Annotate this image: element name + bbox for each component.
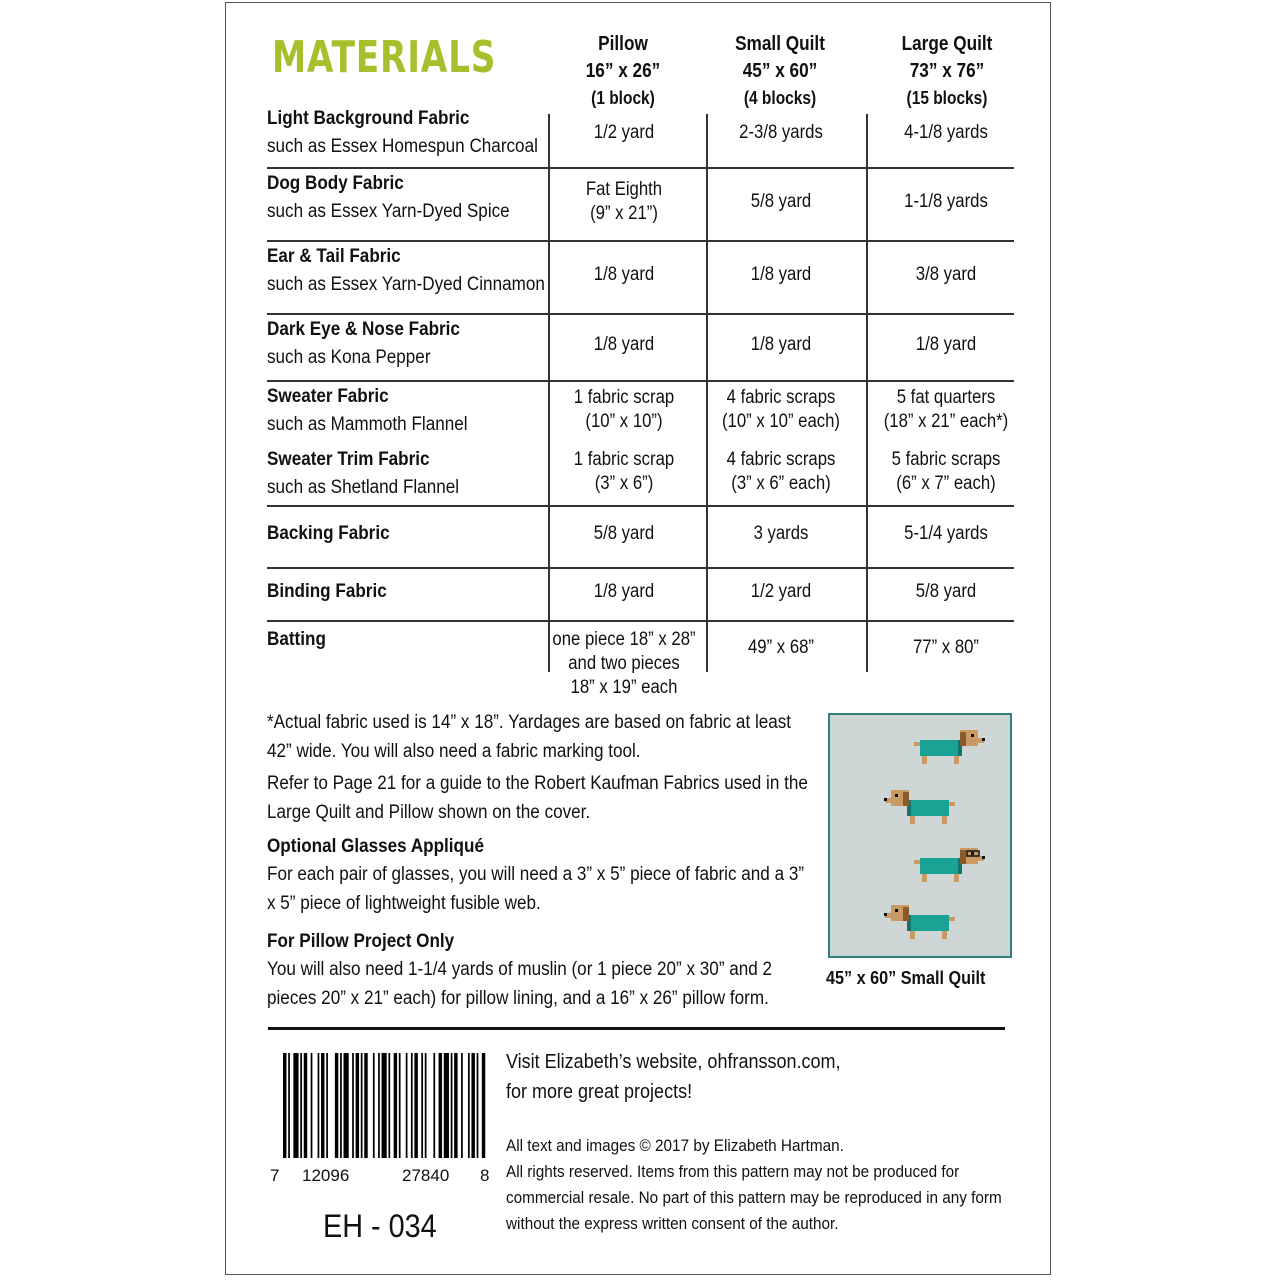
barcode-bar xyxy=(399,1053,401,1158)
amount-line: (10” x 10” each) xyxy=(721,410,841,432)
amount-line: 5/8 yard xyxy=(593,523,655,544)
amount-cell-pillow xyxy=(545,522,703,546)
barcode-bar xyxy=(340,1053,342,1158)
barcode-bar xyxy=(300,1053,302,1158)
amount-line: 1/2 yard xyxy=(750,580,812,602)
amount-line: (6” x 7” each) xyxy=(896,473,996,494)
amount-cell-large xyxy=(867,263,1025,287)
amount-cell-large xyxy=(867,522,1025,546)
amount-line: (3” x 6” each) xyxy=(731,473,831,494)
amount-line: 77” x 80” xyxy=(913,637,979,658)
amount-line: 3/8 yard xyxy=(915,263,977,285)
fabric-suggestion: such as Mammoth Flannel xyxy=(267,414,468,435)
barcode-bar xyxy=(468,1053,470,1158)
column-blocks: (15 blocks) xyxy=(906,88,988,108)
row-divider xyxy=(267,167,1014,169)
amount-line: (10” x 10”) xyxy=(585,410,663,432)
column-blocks: (1 block) xyxy=(591,88,655,108)
dog-sweater xyxy=(920,740,962,756)
barcode-bar xyxy=(425,1053,427,1158)
dog-leg xyxy=(954,756,959,764)
amount-cell-pillow xyxy=(545,386,703,434)
barcode-bar xyxy=(364,1053,367,1158)
fabric-suggestion: such as Essex Yarn-Dyed Cinnamon xyxy=(267,274,545,295)
amount-line: one piece 18” x 28” xyxy=(552,629,696,650)
copyright-line: All text and images © 2017 by Elizabeth Hartman. xyxy=(506,1136,844,1155)
row-label xyxy=(267,520,403,548)
amount-cell-large xyxy=(867,386,1025,434)
dog-ear xyxy=(960,732,966,746)
dog-eye xyxy=(895,909,898,912)
barcode-bar xyxy=(293,1053,298,1158)
barcode-bar xyxy=(433,1053,435,1158)
amount-cell-pillow xyxy=(545,121,703,145)
amount-cell-small xyxy=(702,190,860,214)
amount-line: 1/8 yard xyxy=(593,580,655,602)
website-line-2: for more great projects! xyxy=(506,1081,693,1103)
barcode-digits-2: 27840 xyxy=(402,1166,450,1185)
amount-cell-small xyxy=(702,448,860,496)
row-divider xyxy=(267,313,1014,315)
barcode xyxy=(283,1053,487,1158)
row-label xyxy=(267,170,537,226)
fabric-suggestion: such as Shetland Flannel xyxy=(267,477,460,498)
column-name: Small Quilt xyxy=(735,33,825,55)
amount-cell-small xyxy=(702,636,860,660)
barcode-bar xyxy=(406,1053,408,1158)
column-size: 16” x 26” xyxy=(585,60,661,82)
dog-ear xyxy=(903,907,909,921)
amount-line: 5 fabric scraps xyxy=(891,449,1001,470)
barcode-bar xyxy=(388,1053,390,1158)
divider xyxy=(268,1027,1005,1030)
pillow-text: You will also need 1-1/4 yards of muslin (or 1 piece 20” x 30” and 2 pieces 20” x 21” each) for pillow lining, and a 16” x 26” pillow form. xyxy=(267,959,773,1009)
dog-leg xyxy=(942,816,947,824)
amount-cell-small xyxy=(702,263,860,287)
fabric-name: Dog Body Fabric xyxy=(267,173,404,194)
amount-cell-large xyxy=(867,121,1025,145)
barcode-bar xyxy=(361,1053,363,1158)
amount-line: 5/8 yard xyxy=(750,190,812,212)
barcode-digits-1: 12096 xyxy=(302,1166,350,1185)
amount-line: 1/8 yard xyxy=(915,333,977,355)
amount-cell-pillow xyxy=(545,263,703,287)
barcode-bar xyxy=(421,1053,423,1158)
amount-cell-pillow xyxy=(545,333,703,357)
barcode-bar xyxy=(382,1053,387,1158)
row-label xyxy=(267,446,480,502)
fabric-name: Backing Fabric xyxy=(267,523,390,544)
dog-leg xyxy=(954,874,959,882)
barcode-bar xyxy=(482,1053,485,1158)
dog-nose xyxy=(884,798,887,801)
glasses-heading: Optional Glasses Appliqué xyxy=(267,836,484,857)
amount-line: (18” x 21” each*) xyxy=(883,410,1009,432)
amount-line: 5/8 yard xyxy=(915,580,977,602)
barcode-bar xyxy=(288,1053,290,1158)
dog-leg xyxy=(910,816,915,824)
row-divider xyxy=(267,505,1014,507)
dog-ear xyxy=(903,792,909,806)
dog-tail xyxy=(914,860,920,864)
barcode-bar xyxy=(373,1053,375,1158)
dog-nose xyxy=(884,913,887,916)
barcode-bar xyxy=(461,1053,463,1158)
fabric-suggestion: such as Kona Pepper xyxy=(267,347,431,368)
column-size: 45” x 60” xyxy=(742,60,818,82)
fabric-name: Batting xyxy=(267,629,326,650)
column-header-large-quilt xyxy=(883,31,1012,112)
amount-line: 5-1/4 yards xyxy=(904,523,988,544)
fabric-name: Sweater Fabric xyxy=(267,386,389,407)
pillow-heading: For Pillow Project Only xyxy=(267,931,455,952)
fabric-suggestion: such as Essex Homespun Charcoal xyxy=(267,136,538,157)
dog-nose xyxy=(982,856,985,859)
row-divider xyxy=(267,620,1014,622)
barcode-bar xyxy=(304,1053,307,1158)
fabric-note: *Actual fabric used is 14” x 18”. Yardages are based on fabric at least 42” wide. You will also need a fabric marking tool. xyxy=(267,712,792,762)
barcode-bar xyxy=(311,1053,313,1158)
rights-line: All rights reserved. Items from this pattern may not be produced for commercial resale. No part of this pattern may be reproduced in any form without the express written consent of the author. xyxy=(506,1162,1002,1233)
barcode-bar xyxy=(352,1053,354,1158)
amount-line: 1-1/8 yards xyxy=(904,190,988,212)
dog-tail xyxy=(949,802,955,806)
amount-line: 1/2 yard xyxy=(593,121,655,143)
row-label xyxy=(267,243,576,299)
row-label xyxy=(267,626,332,654)
amount-line: 4-1/8 yards xyxy=(904,121,988,143)
column-blocks: (4 blocks) xyxy=(743,88,817,108)
dog-leg xyxy=(910,931,915,939)
website-line-1: Visit Elizabeth’s website, ohfransson.com, xyxy=(506,1051,841,1073)
barcode-bar xyxy=(414,1053,417,1158)
fabric-name: Dark Eye & Nose Fabric xyxy=(267,319,460,340)
amount-line: 1 fabric scrap xyxy=(573,386,675,408)
amount-cell-pillow xyxy=(545,628,703,700)
amount-cell-pillow xyxy=(545,448,703,496)
dachshund-quilt-illustration xyxy=(830,715,1010,956)
dog-eye xyxy=(971,734,974,737)
barcode-bar xyxy=(378,1053,380,1158)
dog-sweater xyxy=(907,915,949,931)
amount-cell-large xyxy=(867,190,1025,214)
amount-cell-large xyxy=(867,580,1025,604)
amount-cell-pillow xyxy=(545,178,703,226)
amount-cell-large xyxy=(867,636,1025,660)
barcode-bar xyxy=(439,1053,442,1158)
kaufman-note: Refer to Page 21 for a guide to the Robert Kaufman Fabrics used in the Large Quilt and Pillow shown on the cover. xyxy=(267,773,808,823)
amount-line: (3” x 6”) xyxy=(594,473,654,494)
pattern-sku: EH - 034 xyxy=(323,1208,437,1244)
row-divider xyxy=(267,240,1014,242)
dog-tail xyxy=(949,917,955,921)
amount-line: 2-3/8 yards xyxy=(739,121,823,143)
barcode-bar xyxy=(477,1053,479,1158)
row-label xyxy=(267,105,568,161)
small-quilt-image xyxy=(828,713,1012,958)
barcode-bar xyxy=(326,1053,328,1158)
dog-sweater xyxy=(920,858,962,874)
barcode-bar xyxy=(394,1053,397,1158)
column-name: Pillow xyxy=(598,33,648,55)
dog-nose xyxy=(982,738,985,741)
column-header-pillow xyxy=(559,31,688,112)
barcode-bar xyxy=(471,1053,474,1158)
amount-cell-small xyxy=(702,386,860,434)
dog-leg xyxy=(922,874,927,882)
amount-cell-large xyxy=(867,333,1025,357)
barcode-bar xyxy=(344,1053,349,1158)
dog-sweater xyxy=(907,800,949,816)
barcode-bar xyxy=(411,1053,413,1158)
amount-cell-small xyxy=(702,580,860,604)
barcode-bar xyxy=(444,1053,449,1158)
fabric-suggestion: such as Essex Yarn-Dyed Spice xyxy=(267,201,510,222)
dog-tail xyxy=(914,742,920,746)
amount-line: 1/8 yard xyxy=(593,333,655,355)
column-header-small-quilt xyxy=(716,31,845,112)
barcode-digit-left: 7 xyxy=(270,1166,280,1185)
amount-line: 4 fabric scraps xyxy=(726,449,836,470)
barcode-bar xyxy=(321,1053,324,1158)
amount-cell-small xyxy=(702,333,860,357)
dog-eye xyxy=(895,794,898,797)
amount-line: 5 fat quarters xyxy=(896,386,996,408)
amount-cell-small xyxy=(702,522,860,546)
fabric-name: Light Background Fabric xyxy=(267,108,470,129)
dog-leg xyxy=(922,756,927,764)
column-size: 73” x 76” xyxy=(909,60,985,82)
amount-line: 1/8 yard xyxy=(750,263,812,285)
amount-line: 1 fabric scrap xyxy=(573,449,675,470)
barcode-digit-right: 8 xyxy=(480,1166,490,1185)
row-divider xyxy=(267,380,1014,382)
page-title: MATERIALS xyxy=(272,32,497,83)
dog-ear xyxy=(960,850,966,864)
amount-line: and two pieces xyxy=(568,653,680,674)
amount-line: 1/8 yard xyxy=(750,333,812,355)
barcode-bar xyxy=(451,1053,453,1158)
amount-cell-large xyxy=(867,448,1025,496)
amount-line: Fat Eighth xyxy=(585,178,663,200)
glasses-text: For each pair of glasses, you will need a 3” x 5” piece of fabric and a 3” x 5” piece of lightweight fusible web. xyxy=(267,864,805,914)
barcode-bar xyxy=(318,1053,320,1158)
barcode-bar xyxy=(283,1053,286,1158)
row-label xyxy=(267,383,490,439)
amount-line: 49” x 68” xyxy=(748,637,814,658)
dog-eye xyxy=(971,852,974,855)
column-name: Large Quilt xyxy=(901,33,993,55)
copyright-notice xyxy=(506,1133,1010,1237)
barcode-bar xyxy=(335,1053,338,1158)
row-label xyxy=(267,578,400,606)
row-label xyxy=(267,316,481,372)
website-promo xyxy=(506,1047,841,1107)
amount-line: 3 yards xyxy=(753,523,809,544)
amount-line: 18” x 19” each xyxy=(570,677,678,698)
amount-line: (9” x 21”) xyxy=(590,202,658,224)
row-divider xyxy=(267,567,1014,569)
amount-cell-small xyxy=(702,121,860,145)
amount-line: 4 fabric scraps xyxy=(726,386,836,408)
fabric-name: Ear & Tail Fabric xyxy=(267,246,401,267)
barcode-bar xyxy=(454,1053,457,1158)
dog-leg xyxy=(942,931,947,939)
barcode-bar xyxy=(356,1053,359,1158)
fabric-name: Binding Fabric xyxy=(267,580,387,602)
quilt-caption: 45” x 60” Small Quilt xyxy=(826,968,986,988)
fabric-name: Sweater Trim Fabric xyxy=(267,449,430,470)
amount-cell-pillow xyxy=(545,580,703,604)
amount-line: 1/8 yard xyxy=(593,263,655,285)
